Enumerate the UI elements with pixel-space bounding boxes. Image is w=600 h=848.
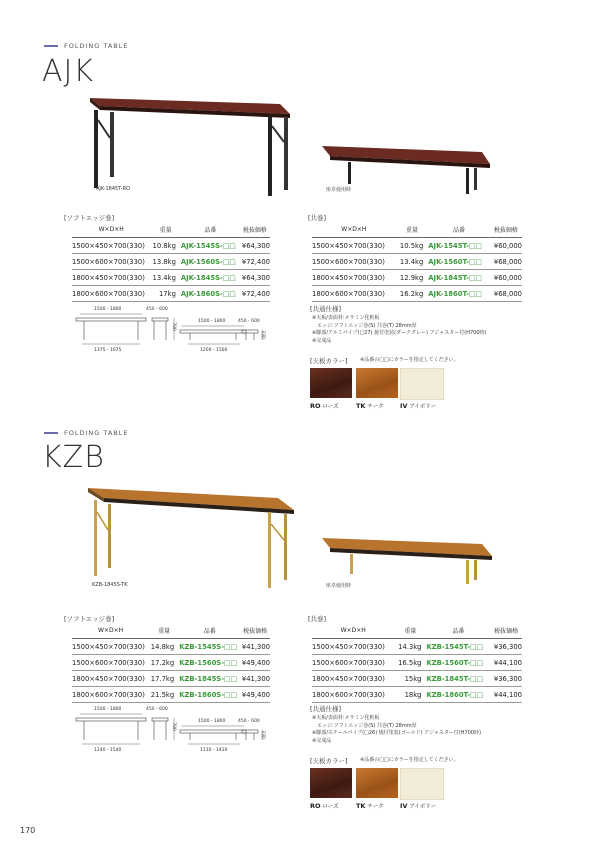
color-swatch-ro [310,768,352,798]
color-code: RO [310,402,321,410]
table-header-row [72,223,270,238]
cell-size: 1500×600×700(330) [312,254,396,270]
right-table-title: [共巻] [308,615,327,623]
color-note: ※品番の□□にカラーを指定してください。 [360,757,459,763]
dim-width: 1500・1800 [198,719,226,724]
cell-model: KZB-1860S-□□ [179,687,240,703]
product-title: AJK [42,54,95,89]
table-row [312,238,522,254]
cell-model: AJK-1545T-□□ [428,238,489,254]
spec-table-same-edge [312,624,522,703]
cell-weight: 13.4kg [150,270,181,286]
color-swatch-iv [400,368,444,400]
cell-weight: 18kg [394,687,426,703]
section-tag-bar [44,45,58,47]
spec-notes [312,315,487,345]
col-header: 品番 [181,223,240,238]
spec-title: [共通仕様] [310,705,342,713]
table-row [72,655,270,671]
cell-price: ¥41,300 [240,671,270,687]
col-header: 重量 [396,223,429,238]
col-header: W×D×H [312,624,394,639]
color-code: IV [400,402,408,410]
kzb-table-image [82,476,300,588]
table-row [72,254,270,270]
cell-weight: 16.2kg [396,286,429,302]
table-row [72,687,270,703]
table-row [72,671,270,687]
table-row [72,238,270,254]
cell-price: ¥72,400 [240,254,270,270]
cell-model: AJK-1860S-□□ [181,286,240,302]
cell-model: AJK-1860T-□□ [428,286,489,302]
color-swatch-tk [356,368,398,398]
table-row [72,270,270,286]
low-image-caption: 座卓使用時 [326,583,352,589]
table-row [312,270,522,286]
cell-weight: 14.8kg [149,639,179,655]
spec-line: ※完成品 [312,337,332,344]
col-header: 品番 [179,624,240,639]
col-header: 品番 [428,223,489,238]
cell-model: AJK-1845S-□□ [181,270,240,286]
dim-leg-span: 1240・1540 [94,748,122,753]
cell-size: 1500×600×700(330) [72,655,149,671]
color-code: TK [356,802,366,810]
cell-model: KZB-1545S-□□ [179,639,240,655]
color-label-ro [310,402,339,410]
spec-notes [312,715,481,745]
cell-model: KZB-1560T-□□ [426,655,490,671]
cell-weight: 13.4kg [396,254,429,270]
dim-height: 700 [170,722,176,731]
spec-line: ※脚部/スチールパイプ(□26) 焼付塗装(ゴールド) アジャスター付(H700時) [312,730,482,736]
cell-price: ¥44,100 [490,655,522,671]
cell-model: AJK-1545S-□□ [181,238,240,254]
col-header: 重量 [394,624,426,639]
cell-price: ¥64,300 [240,270,270,286]
cell-size: 1500×450×700(330) [312,639,394,655]
col-header: W×D×H [72,624,149,639]
cell-weight: 15kg [394,671,426,687]
cell-model: KZB-1560S-□□ [179,655,240,671]
cell-weight: 17.2kg [149,655,179,671]
color-swatch-iv [400,768,444,800]
cell-size: 1500×450×700(330) [72,639,149,655]
spec-line: ※天板/表面材:メラミン化粧板 [312,315,380,321]
cell-size: 1800×450×700(330) [312,671,394,687]
col-header: 重量 [149,624,179,639]
spec-line: ※天板/表面材:メラミン化粧板 [312,715,380,721]
spec-line: ※脚部/アルミパイプ(□27) 焼付塗装(ダークグレー) アジャスター付(H700時) [312,330,487,336]
spec-table-soft-edge [72,624,270,703]
color-name: チーク [367,804,384,810]
cell-size: 1800×450×700(330) [72,671,149,687]
col-header: W×D×H [72,223,150,238]
cell-weight: 21.5kg [149,687,179,703]
dim-leg-span: 1375・1675 [94,348,122,353]
cell-size: 1500×600×700(330) [72,254,150,270]
cell-size: 1800×600×700(330) [72,687,149,703]
dim-width: 1500・1800 [94,707,122,712]
dim-height: 700 [170,322,176,331]
dimension-drawing [70,304,300,360]
color-label-tk [356,402,384,410]
cell-price: ¥44,100 [490,687,522,703]
left-table-title: [ソフトエッジ巻] [64,214,115,222]
spec-line: ※完成品 [312,737,332,744]
cell-size: 1800×600×700(330) [312,687,394,703]
color-note: ※品番の□□にカラーを指定してください。 [360,357,459,363]
table-row [72,286,270,302]
table-row [312,671,522,687]
color-code: IV [400,802,408,810]
ajk-table-image [80,80,300,200]
section-tag-label: FOLDING TABLE [64,429,129,437]
cell-weight: 13.8kg [150,254,181,270]
cell-weight: 16.5kg [394,655,426,671]
main-image-caption: AJK-1845T-RO [96,186,130,192]
dim-depth: 450・600 [238,719,260,724]
cell-model: KZB-1845T-□□ [426,671,490,687]
color-name: アイボリー [409,404,437,410]
color-label-iv [400,402,436,410]
cell-model: KZB-1845S-□□ [179,671,240,687]
section-tag-bar [44,432,58,434]
section-tag-label: FOLDING TABLE [64,42,129,50]
table-header-row [312,624,522,639]
cell-price: ¥41,300 [240,639,270,655]
table-row [312,639,522,655]
col-header: 品番 [426,624,490,639]
cell-model: AJK-1560S-□□ [181,254,240,270]
low-image-caption: 座卓使用時 [326,187,352,193]
cell-weight: 10.5kg [396,238,429,254]
table-row [312,687,522,703]
color-name: ローズ [322,404,339,410]
cell-price: ¥68,000 [490,254,522,270]
cell-size: 1800×450×700(330) [72,270,150,286]
dim-height: 330 [259,330,265,339]
color-label-iv [400,802,436,810]
col-header: 税抜価格 [490,223,522,238]
section-tag [44,42,128,50]
table-header-row [72,624,270,639]
color-swatch-ro [310,368,352,398]
spec-table-same-edge [312,223,522,302]
cell-weight: 14.3kg [394,639,426,655]
cell-size: 1500×600×700(330) [312,655,394,671]
dim-depth: 450・600 [146,707,168,712]
cell-model: AJK-1560T-□□ [428,254,489,270]
color-title: [天板カラー] [310,757,348,765]
color-label-ro [310,802,339,810]
cell-size: 1800×450×700(330) [312,270,396,286]
color-code: RO [310,802,321,810]
spec-line: エッジ:ソフトエッジ巻(S) 共巻(T) 28mm厚 [312,322,417,329]
dim-height: 330 [259,730,265,739]
spec-table-soft-edge [72,223,270,302]
dim-width: 1500・1800 [94,307,122,312]
left-table-title: [ソフトエッジ巻] [64,615,115,623]
cell-price: ¥49,400 [240,687,270,703]
cell-size: 1500×450×700(330) [72,238,150,254]
cell-weight: 17.7kg [149,671,179,687]
table-header-row [312,223,522,238]
dim-depth: 450・600 [146,307,168,312]
cell-price: ¥60,000 [490,238,522,254]
color-code: TK [356,402,366,410]
cell-price: ¥68,000 [490,286,522,302]
cell-price: ¥49,400 [240,655,270,671]
table-row [312,286,522,302]
color-label-tk [356,802,384,810]
dimension-drawing [70,704,300,760]
cell-weight: 10.8kg [150,238,181,254]
cell-model: KZB-1860T-□□ [426,687,490,703]
section-tag [44,429,128,437]
color-title: [天板カラー] [310,357,348,365]
main-image-caption: KZB-1845S-TK [92,582,128,588]
cell-model: AJK-1845T-□□ [428,270,489,286]
spec-title: [共通仕様] [310,305,342,313]
color-swatch-tk [356,768,398,798]
kzb-low-table-image [316,530,496,590]
dim-depth: 450・600 [238,319,260,324]
col-header: 税抜価格 [240,223,270,238]
spec-line: エッジ:ソフトエッジ巻(S) 共巻(T) 28mm厚 [312,722,417,729]
table-row [312,254,522,270]
col-header: 税抜価格 [240,624,270,639]
cell-price: ¥36,300 [490,639,522,655]
color-name: チーク [367,404,384,410]
cell-model: KZB-1545T-□□ [426,639,490,655]
dim-leg-span: 1110・1410 [200,748,228,753]
color-name: アイボリー [409,804,437,810]
col-header: 税抜価格 [490,624,522,639]
cell-price: ¥64,300 [240,238,270,254]
table-row [312,655,522,671]
cell-size: 1800×600×700(330) [72,286,150,302]
cell-price: ¥36,300 [490,671,522,687]
cell-size: 1800×600×700(330) [312,286,396,302]
cell-size: 1500×450×700(330) [312,238,396,254]
dim-leg-span: 1200・1500 [200,348,228,353]
cell-weight: 12.9kg [396,270,429,286]
cell-weight: 17kg [150,286,181,302]
table-row [72,639,270,655]
right-table-title: [共巻] [308,214,327,222]
product-title: KZB [42,440,105,475]
cell-price: ¥60,000 [490,270,522,286]
col-header: 重量 [150,223,181,238]
cell-price: ¥72,400 [240,286,270,302]
color-name: ローズ [322,804,339,810]
dim-width: 1500・1800 [198,319,226,324]
col-header: W×D×H [312,223,396,238]
page-number: 170 [20,826,36,835]
